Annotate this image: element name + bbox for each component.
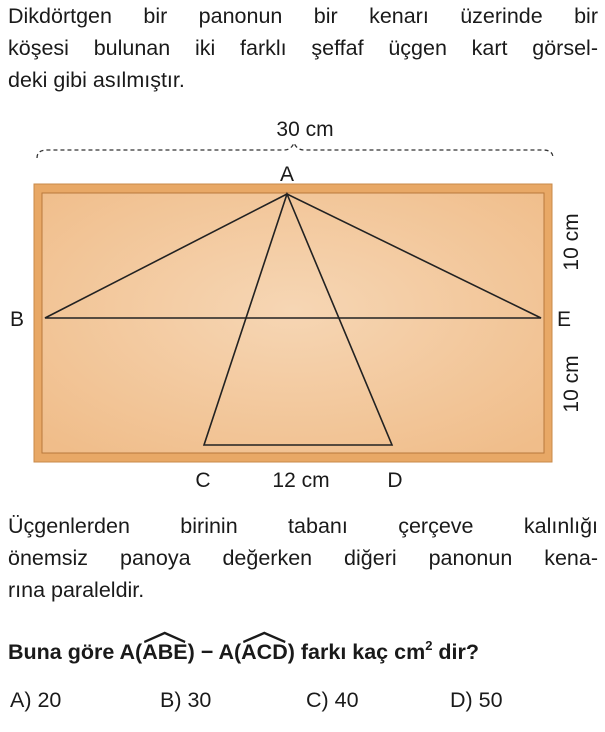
question-prefix: Buna göre A( (8, 640, 143, 664)
desc-line-3: rına paraleldir. (8, 578, 145, 602)
side-dimension-upper-label: 10 cm (560, 213, 583, 271)
arc-acd (241, 640, 288, 665)
arc-abe-icon (142, 631, 187, 643)
point-label-b: B (10, 308, 25, 331)
question-suffix-before-sup: ) farkı kaç cm (287, 640, 426, 664)
desc-line-1: Üçgenlerden birinin tabanı çerçeve kalınlığı (8, 514, 598, 538)
point-label-d: D (387, 469, 403, 492)
description-paragraph (8, 510, 598, 606)
top-dimension-brace (37, 143, 553, 158)
intro-line-2: köşesi bulunan iki farklı şeffaf üçgen kart görsel- (8, 36, 598, 60)
option-c[interactable]: C) 40 (306, 688, 359, 712)
arc-acd-label: ACD (241, 640, 288, 664)
board-surface (42, 193, 544, 453)
question-text (8, 640, 479, 665)
option-b[interactable]: B) 30 (160, 688, 212, 712)
arc-acd-icon (241, 631, 288, 643)
question-superscript: 2 (425, 638, 433, 653)
option-a[interactable]: A) 20 (10, 688, 62, 712)
intro-line-1: Dikdörtgen bir panonun bir kenarı üzerinde bir (8, 4, 598, 28)
arc-abe-label: ABE (142, 640, 188, 664)
top-dimension-label: 30 cm (276, 118, 334, 141)
point-label-e: E (557, 308, 572, 331)
option-d[interactable]: D) 50 (450, 688, 503, 712)
bottom-dimension-label: 12 cm (272, 469, 330, 492)
side-dimension-lower-label: 10 cm (560, 355, 583, 413)
question-suffix: dir? (432, 640, 480, 664)
intro-line-3: deki gibi asılmıştır. (8, 68, 185, 92)
desc-line-2: önemsiz panoya değerken diğeri panonun kena- (8, 546, 598, 570)
arc-abe (142, 640, 187, 665)
question-mid: ) − A( (187, 640, 242, 664)
point-label-c: C (195, 469, 211, 492)
point-label-a: A (279, 163, 295, 186)
